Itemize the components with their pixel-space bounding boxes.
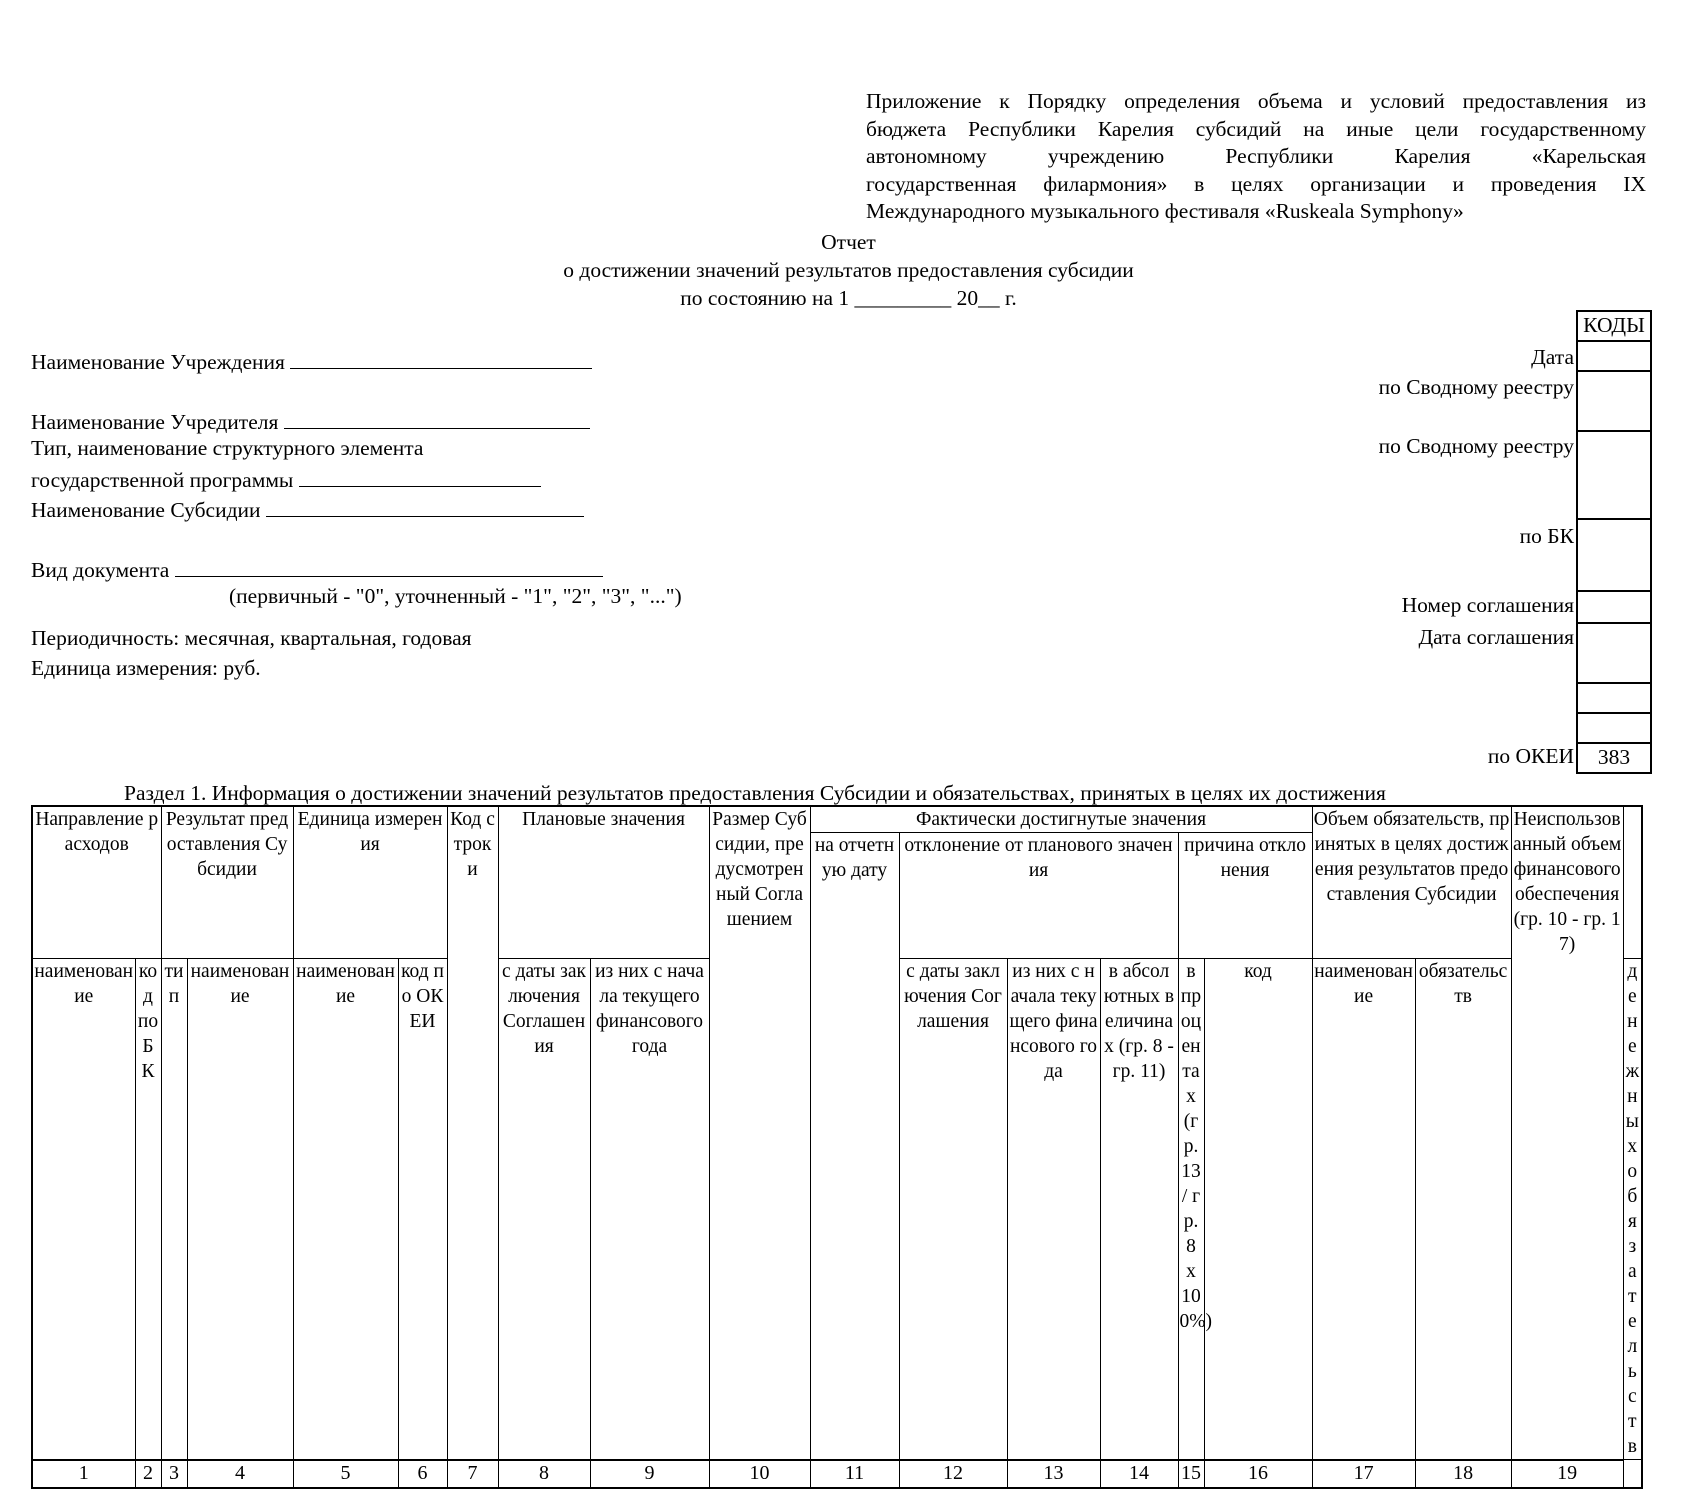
column-number: 14 [1100, 1460, 1178, 1488]
header-unused: Неиспользованный объем финансового обеспечения (гр. 10 - гр. 17) [1511, 806, 1623, 1460]
institution-field[interactable] [31, 349, 592, 374]
registry-code-label-1: по Сводному реестру [1378, 375, 1574, 399]
date-code-label: Дата [1531, 345, 1574, 369]
program-field[interactable] [31, 467, 541, 492]
column-number: 3 [161, 1460, 187, 1488]
header-subsidy-size: Размер Субсидии, предусмотренный Соглашением [709, 806, 810, 1460]
column-number: 5 [293, 1460, 398, 1488]
subsidy-field[interactable] [31, 497, 584, 522]
sub-unit-name: наименование [293, 959, 398, 1460]
code-cell-registry-1[interactable] [1577, 371, 1651, 431]
code-cell-okei: 383 [1577, 743, 1651, 773]
bk-code-label: по БК [1519, 524, 1574, 548]
section-title: Раздел 1. Информация о достижении значений результатов предоставления Субсидии и обязательствах, принятых в целях их достижения [124, 781, 1386, 805]
appendix-line: бюджета Республики Карелия субсидий на иные цели государственному [866, 116, 1646, 141]
program-label-2: государственной программы [31, 468, 294, 492]
column-number: 18 [1415, 1460, 1511, 1488]
sub-result-type: тип [161, 959, 187, 1460]
code-cell-empty-1[interactable] [1577, 683, 1651, 713]
report-date-line: по состоянию на 1 _________ 20__ г. [680, 286, 1017, 310]
column-number: 1 [32, 1460, 135, 1488]
institution-input-line[interactable] [290, 349, 592, 369]
doc-type-field[interactable] [31, 557, 603, 582]
sub-fact-from: с даты заключения Соглашения [899, 959, 1007, 1460]
doc-type-input-line[interactable] [175, 557, 603, 577]
codes-header: КОДЫ [1577, 311, 1651, 341]
sub-okei-code: код по ОКЕИ [398, 959, 447, 1460]
header-deviation: отклонение от планового значения [899, 833, 1178, 959]
column-number: 2 [135, 1460, 161, 1488]
header-unit: Единица измерения [293, 806, 447, 959]
founder-field[interactable] [31, 409, 590, 434]
header-row-code: Код строки [447, 806, 498, 1460]
agreement-date-label: Дата соглашения [1418, 625, 1574, 649]
column-numbers-row [32, 1460, 1642, 1488]
column-number: 11 [810, 1460, 899, 1488]
column-number: 9 [590, 1460, 709, 1488]
sub-reason-name: наименование [1312, 959, 1415, 1460]
column-number: 6 [398, 1460, 447, 1488]
header-plan: Плановые значения [498, 806, 709, 959]
code-cell-date[interactable] [1577, 341, 1651, 371]
report-title: Отчет [821, 230, 876, 254]
results-table [31, 805, 1643, 1489]
subsidy-label: Наименование Субсидии [31, 498, 261, 522]
sub-plan-from: с даты заключения Соглашения [498, 959, 590, 1460]
code-cell-bk[interactable] [1577, 519, 1651, 591]
header-fact: Фактически достигнутые значения [810, 806, 1312, 833]
appendix-line: автономному учреждению Республики Карелия «Карельская [866, 144, 1646, 169]
doc-type-hint: (первичный - "0", уточненный - "1", "2", "3", "...") [229, 584, 682, 608]
founder-input-line[interactable] [284, 409, 590, 429]
sub-direction-name: наименование [32, 959, 135, 1460]
sub-reason-code: код [1204, 959, 1312, 1460]
appendix-line: государственная филармония» в целях организации и проведения IX [866, 171, 1646, 196]
column-number: 8 [498, 1460, 590, 1488]
column-number: 4 [187, 1460, 293, 1488]
sub-plan-year: из них с начала текущего финансового года [590, 959, 709, 1460]
unit-label: Единица измерения: руб. [31, 656, 261, 680]
column-number: 15 [1178, 1460, 1204, 1488]
column-number: 7 [447, 1460, 498, 1488]
header-obligations: Объем обязательств, принятых в целях достижения результатов предоставления Субсидии [1312, 806, 1511, 959]
appendix-line: Приложение к Порядку определения объема и условий предоставления из [866, 89, 1646, 113]
founder-label: Наименование Учредителя [31, 410, 279, 434]
column-number: 17 [1312, 1460, 1415, 1488]
code-cell-empty-2[interactable] [1577, 713, 1651, 743]
column-number: 16 [1204, 1460, 1312, 1488]
column-number: 19 [1511, 1460, 1623, 1488]
doc-type-label: Вид документа [31, 558, 170, 582]
agreement-number-label: Номер соглашения [1401, 593, 1574, 617]
header-on-date: на отчетную дату [810, 833, 899, 1460]
sub-kbk: код по БК [135, 959, 161, 1460]
subsidy-input-line[interactable] [266, 497, 584, 517]
report-subtitle: о достижении значений результатов предоставления субсидии [563, 258, 1134, 282]
program-input-line[interactable] [299, 467, 541, 487]
code-cell-registry-2[interactable] [1577, 431, 1651, 519]
codes-labels [1070, 305, 1574, 768]
column-number: 13 [1007, 1460, 1100, 1488]
column-number: 10 [709, 1460, 810, 1488]
sub-deviation-abs: в абсолютных величинах (гр. 8 - гр. 11) [1100, 959, 1178, 1460]
header-direction: Направление расходов [32, 806, 161, 959]
header-result: Результат предоставления Субсидии [161, 806, 293, 959]
codes-box [1576, 310, 1652, 774]
registry-code-label-2: по Сводному реестру [1378, 434, 1574, 458]
appendix-note [866, 88, 1646, 226]
code-cell-agreement-date[interactable] [1577, 623, 1651, 683]
sub-obligations: обязательств [1415, 959, 1511, 1460]
column-number: 12 [899, 1460, 1007, 1488]
program-label-1: Тип, наименование структурного элемента [31, 436, 424, 460]
appendix-line: Международного музыкального фестиваля «Ruskeala Symphony» [866, 199, 1464, 224]
sub-result-name: наименование [187, 959, 293, 1460]
code-cell-agreement-number[interactable] [1577, 591, 1651, 623]
sub-deviation-pct: в процентах (гр. 13 / гр. 8 х 100%) [1178, 959, 1204, 1460]
okei-code-label: по ОКЕИ [1487, 744, 1574, 768]
sub-money-obligations: денежных обязательств [1623, 959, 1642, 1460]
periodicity-label: Периодичность: месячная, квартальная, годовая [31, 626, 472, 650]
institution-label: Наименование Учреждения [31, 350, 285, 374]
sub-fact-year: из них с начала текущего финансового года [1007, 959, 1100, 1460]
header-reason: причина отклонения [1178, 833, 1312, 959]
